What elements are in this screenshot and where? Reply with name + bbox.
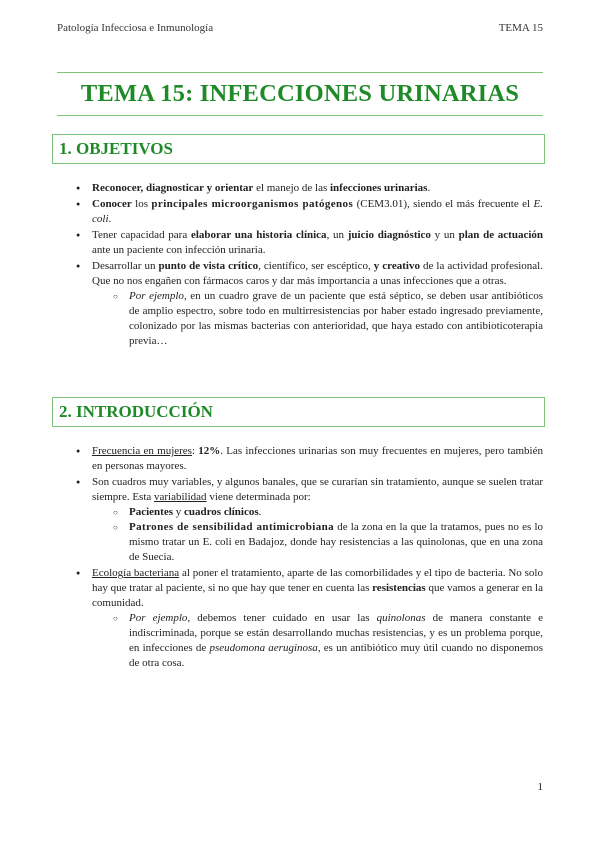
section-objetivos-heading-box — [52, 134, 545, 164]
list-item — [57, 228, 543, 258]
text: ante un paciente con infección urinaria. — [92, 244, 266, 256]
text-bold: plan de actuación — [458, 229, 544, 241]
text-bold: Patrones de sensibilidad antimicrobiana — [129, 521, 335, 533]
text: Son cuadros muy variables, y algunos banales, que se curarían sin tratamiento, aunque se suelen tratar siempre. Esta — [92, 476, 543, 503]
page-number: 1 — [537, 781, 543, 793]
text: : — [191, 445, 199, 457]
text: . — [258, 506, 262, 518]
section-heading: 2. INTRODUCCIÓN — [59, 402, 213, 421]
list-item — [57, 444, 543, 474]
text: , un — [326, 229, 348, 241]
text-bold: cuadros clínicos — [183, 506, 259, 518]
sub-list-item — [92, 611, 543, 671]
text: que vamos a generar en la comunidad. — [92, 582, 543, 609]
text-bold: resistencias — [372, 582, 426, 594]
sub-list — [92, 289, 543, 349]
text: de la zona en la que la tratamos, pues no es lo mismo tratar un E. coli en Badajoz, donde hay resistencias a las quinolonas, que en una zona de Suecia. — [129, 521, 543, 563]
sub-list — [92, 505, 543, 565]
text: y — [172, 506, 184, 518]
text: . — [108, 213, 112, 225]
text-bold: Pacientes — [129, 506, 173, 518]
text: Desarrollar un — [92, 260, 159, 272]
list-item — [57, 259, 543, 349]
text-bold: y creativo — [373, 260, 420, 272]
text: , científico, ser escéptico, — [258, 260, 374, 272]
text: el manejo de las — [253, 182, 330, 194]
text: los — [131, 198, 152, 210]
title-block — [57, 72, 543, 116]
header-topic: TEMA 15 — [498, 22, 543, 34]
text: viene determinada por: — [206, 491, 311, 503]
text: , es un antibiótico muy útil cuando no disponemos de otra cosa. — [129, 642, 543, 669]
text-underlined: Ecología bacteriana — [92, 567, 180, 579]
text: , en un cuadro grave de un paciente que está séptico, se deben usar antibióticos de amplio espectro, sobre todo en multirresistencias por haber estado ingresado previamente, colonizado por las mismas bacterias con anterioridad, que haya estado con antibioticoterapia previa… — [129, 290, 543, 347]
text-bold: 12% — [198, 445, 221, 457]
text-italic: Por ejemplo — [129, 290, 184, 302]
text: , debemos tener cuidado en usar las — [187, 612, 377, 624]
list-item — [57, 181, 543, 196]
text-bold: juicio diagnóstico — [347, 229, 431, 241]
text-bold: principales microorganismos patógenos — [151, 198, 354, 210]
page-header — [57, 22, 543, 34]
text-bold: elaborar una historia clínica — [190, 229, 327, 241]
text: Tener capacidad para — [92, 229, 191, 241]
text-italic: quinolonas — [376, 612, 426, 624]
text-italic: E. coli — [92, 198, 543, 225]
text: (CEM3.01), siendo el más frecuente el — [353, 198, 534, 210]
text: de la actividad profesional. Que no nos engañen con fármacos caros y dar más importancia a unas infecciones que a otras. — [92, 260, 543, 287]
sub-list-item — [92, 520, 543, 565]
introduccion-list — [57, 444, 543, 672]
text-bold: Conocer — [92, 198, 132, 210]
text-underlined: variabilidad — [154, 491, 207, 503]
list-item — [57, 566, 543, 671]
text-italic: pseudomona aeruginosa — [209, 642, 318, 654]
text-bold: punto de vista crítico — [158, 260, 259, 272]
text-bold: infecciones urinarias — [329, 182, 428, 194]
text: de manera constante e indiscriminada, porque se están desarrollando muchas resistencias, y es un problema porque, en infecciones de — [129, 612, 543, 654]
sub-list-item — [92, 289, 543, 349]
section-heading: 1. OBJETIVOS — [59, 139, 173, 158]
text: . — [427, 182, 431, 194]
text: y un — [430, 229, 459, 241]
header-subject: Patología Infecciosa e Inmunología — [57, 22, 214, 34]
text: . Las infecciones urinarias son muy frecuentes en mujeres, pero también en personas mayores. — [92, 445, 543, 472]
sub-list — [92, 611, 543, 671]
text-underlined: Frecuencia en mujeres — [92, 445, 192, 457]
text-bold: Reconocer, diagnosticar y orientar — [92, 182, 254, 194]
section-introduccion-heading-box — [52, 397, 545, 427]
text-italic: Por ejemplo — [129, 612, 188, 624]
text: al poner el tratamiento, aparte de las comorbilidades y el tipo de bacteria. No solo hay que tratar al paciente, si no que hay que tener en cuenta las — [92, 567, 543, 594]
sub-list-item — [92, 505, 543, 520]
list-item — [57, 197, 543, 227]
document-title: TEMA 15: INFECCIONES URINARIAS — [80, 80, 520, 107]
objetivos-list — [57, 181, 543, 350]
list-item — [57, 475, 543, 565]
